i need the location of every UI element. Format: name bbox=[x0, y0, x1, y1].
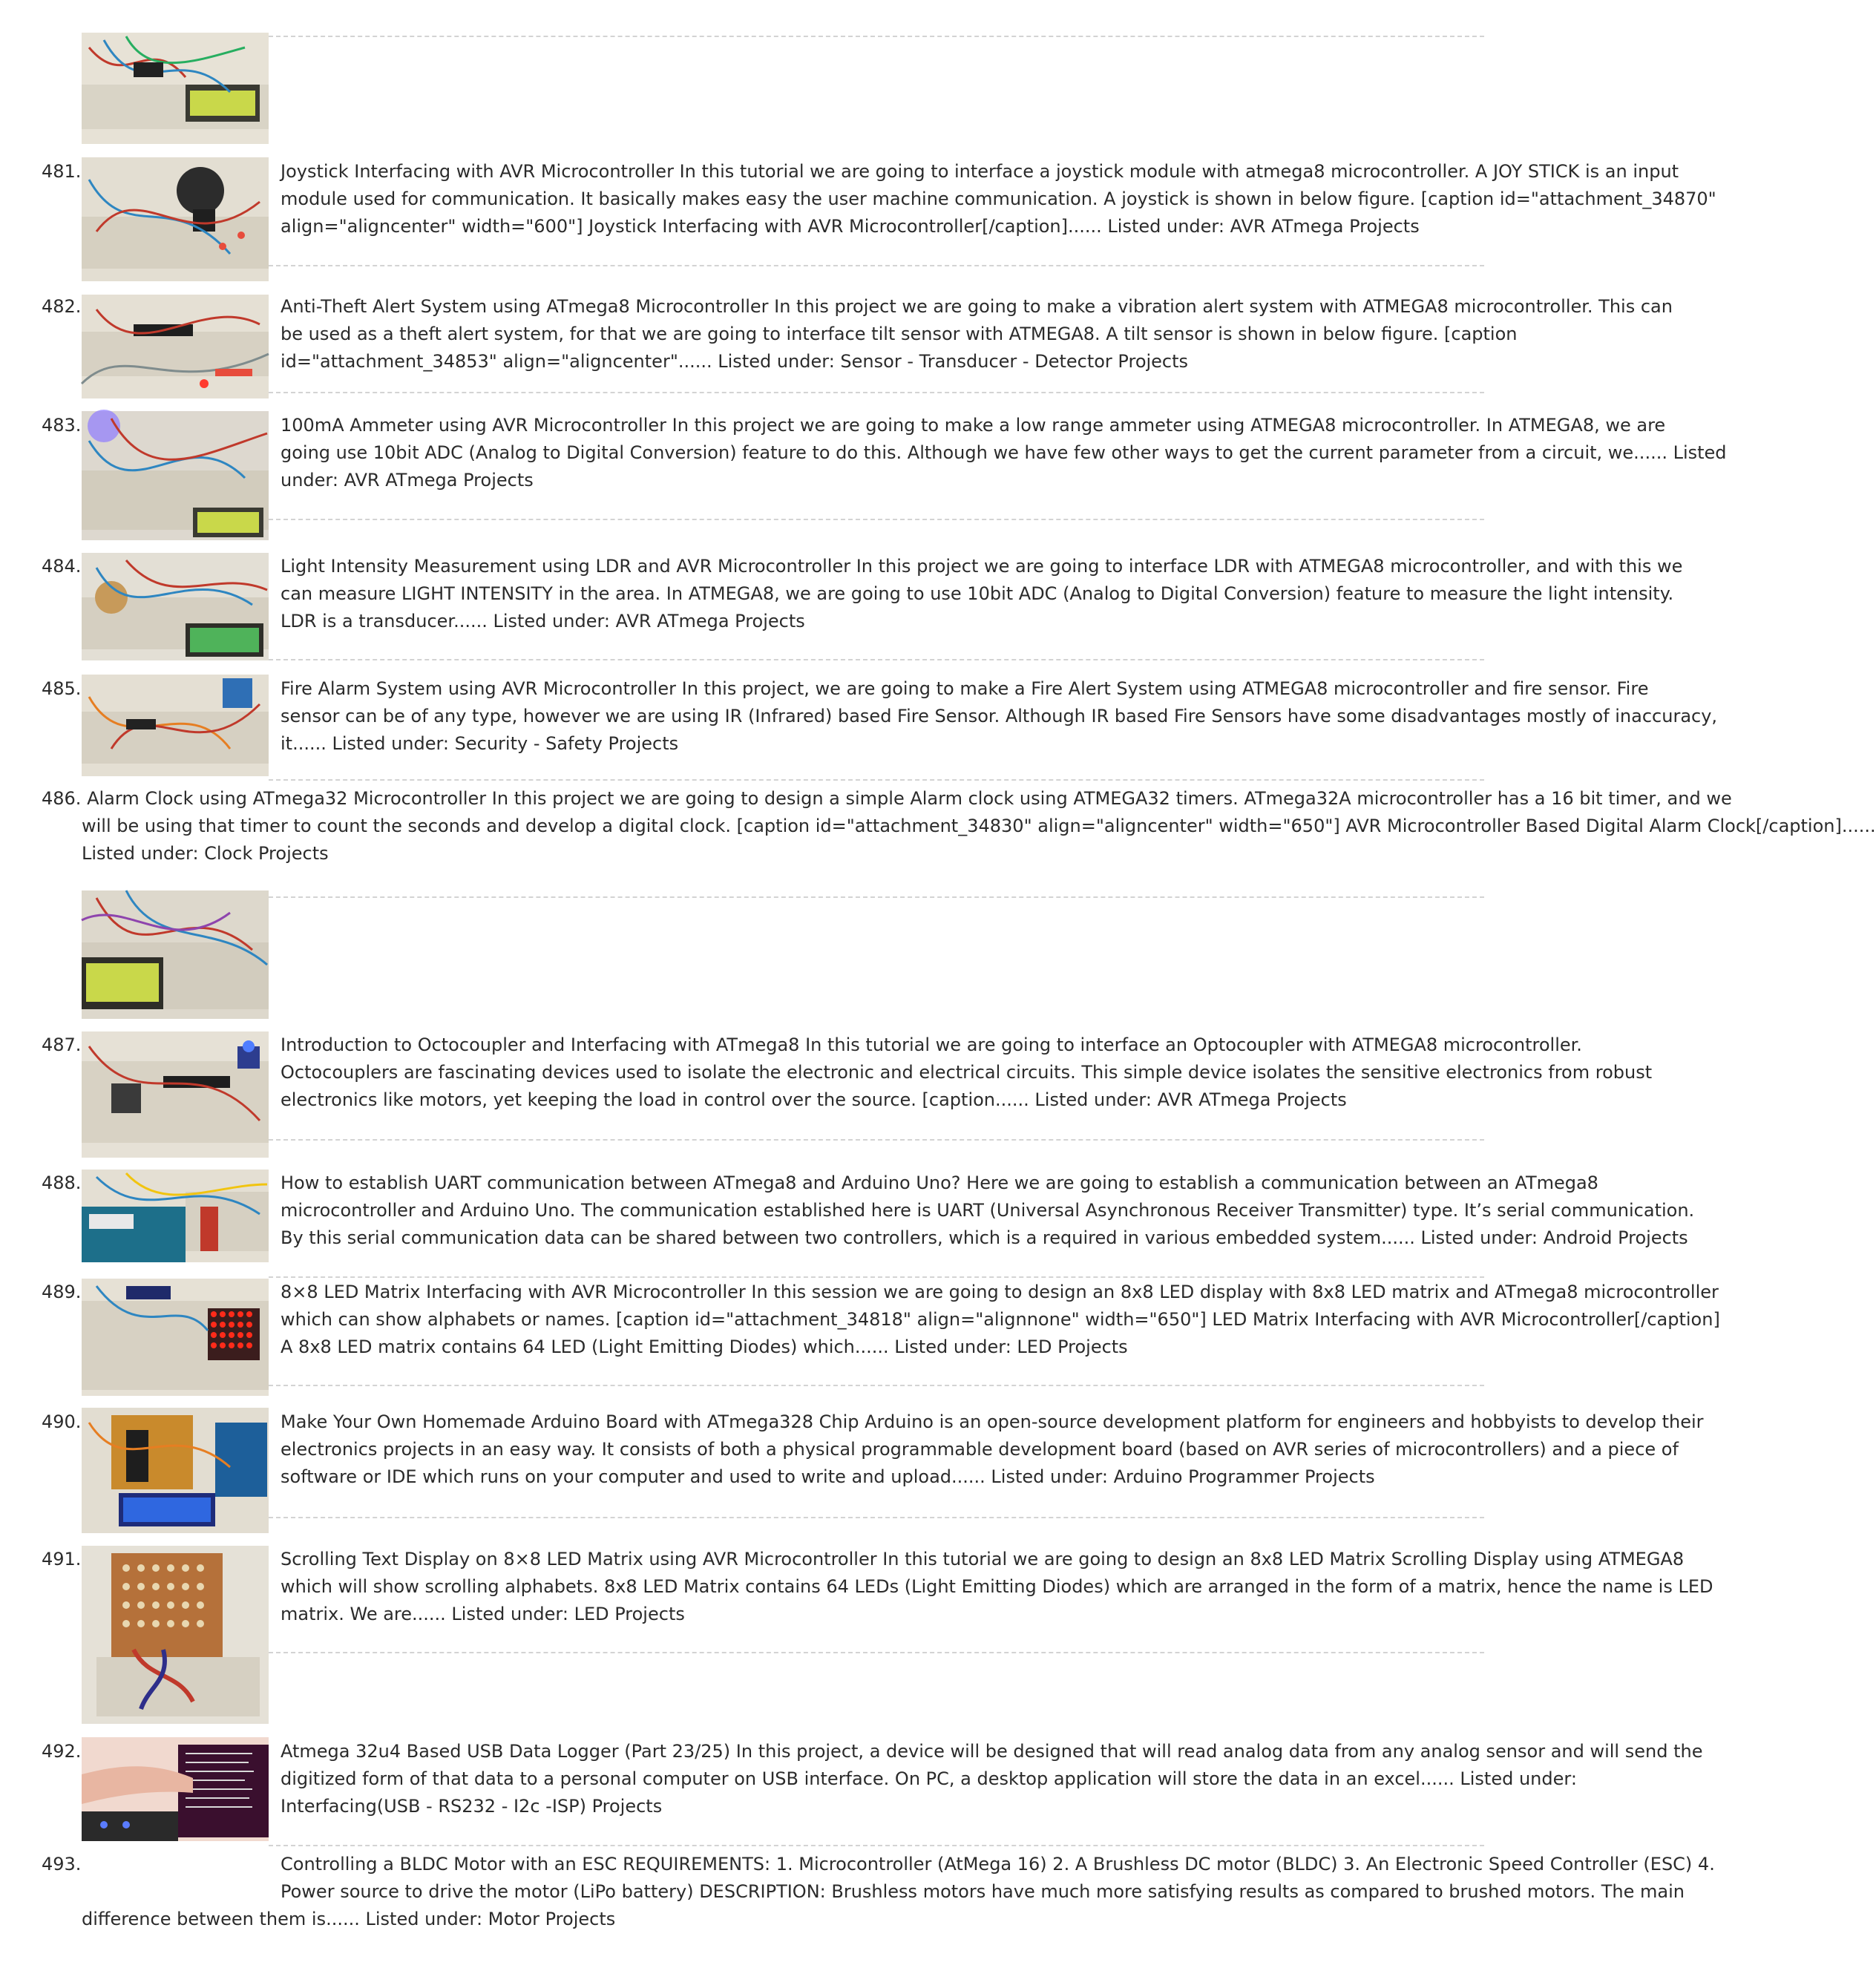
description-line: be used as a theft alert system, for that we are going to interface tilt sensor with ATMEGA8. A tilt sensor is shown in below figure. [caption bbox=[281, 324, 1518, 344]
description-line: Introduction to Octocoupler and Interfacing with ATmega8 In this tutorial we are going to interface an Optocoupler with ATMEGA8 microcontroller. bbox=[281, 1034, 1582, 1055]
project-description bbox=[42, 785, 1876, 867]
description-line: software or IDE which runs on your computer and used to write and upload...... Listed under: Arduino Programmer Projects bbox=[281, 1466, 1375, 1487]
description-line: which will show scrolling alphabets. 8x8 LED Matrix contains 64 LEDs (Light Emitting Diodes) which are arranged in the form of a matrix, hence the name is LED bbox=[281, 1576, 1713, 1597]
description-line: align="aligncenter" width="600"] Joystick Interfacing with AVR Microcontroller[/caption]...... Listed under: AVR ATmega Projects bbox=[281, 216, 1420, 237]
description-line: Anti-Theft Alert System using ATmega8 Microcontroller In this project we are going to make a vibration alert system with ATMEGA8 microcontroller. This can bbox=[281, 296, 1673, 317]
description-line: 100mA Ammeter using AVR Microcontroller In this project we are going to make a low range ammeter using ATMEGA8 microcontroller. In ATMEGA8, we are bbox=[281, 415, 1666, 436]
description-line: A 8x8 LED matrix contains 64 LED (Light Emitting Diodes) which...... Listed under: LED Projects bbox=[281, 1336, 1128, 1357]
description-line: difference between them is...... Listed under: Motor Projects bbox=[82, 1909, 616, 1929]
item-number: 488. bbox=[42, 1172, 82, 1193]
item-number: 491. bbox=[42, 1549, 82, 1570]
description-line: By this serial communication data can be shared between two controllers, which is a required in various embedded system...... Listed under: Android Projects bbox=[281, 1227, 1688, 1248]
description-line: matrix. We are...... Listed under: LED Projects bbox=[281, 1604, 685, 1624]
description-line: Atmega 32u4 Based USB Data Logger (Part 23/25) In this project, a device will be designed that will read analog data from any analog sensor and will send the bbox=[281, 1741, 1703, 1762]
description-line: Power source to drive the motor (LiPo battery) DESCRIPTION: Brushless motors have much more satisfying results as compared to brushed motors. The main bbox=[281, 1881, 1685, 1902]
description-line: id="attachment_34853" align="aligncenter"...... Listed under: Sensor - Transducer - Detector Projects bbox=[281, 351, 1189, 372]
description-line: Light Intensity Measurement using LDR and AVR Microcontroller In this project we are going to interface LDR with ATMEGA8 microcontroller, and with this we bbox=[281, 556, 1683, 577]
description-line: digitized form of that data to a personal computer on USB interface. On PC, a desktop application will store the data in an excel...... Listed under: bbox=[281, 1768, 1577, 1789]
scrolling-led-matrix-photo[interactable] bbox=[82, 1546, 269, 1724]
item-number: 490. bbox=[42, 1411, 82, 1432]
description-line: Make Your Own Homemade Arduino Board with ATmega328 Chip Arduino is an open-source development platform for engineers and hobbyists to develop their bbox=[281, 1411, 1704, 1432]
description-line: under: AVR ATmega Projects bbox=[281, 470, 534, 491]
description-line: can measure LIGHT INTENSITY in the area. In ATMEGA8, we are going to use 10bit ADC (Analog to Digital Conversion) feature to measure the light intensity. bbox=[281, 583, 1674, 604]
description-line: module used for communication. It basically makes easy the user machine communication. A joystick is shown in below figure. [caption id="attachment_34870" bbox=[281, 188, 1716, 209]
project-description bbox=[281, 1170, 1695, 1252]
project-description bbox=[281, 158, 1716, 240]
project-description bbox=[281, 1031, 1653, 1114]
item-number: 484. bbox=[42, 556, 82, 577]
description-line: will be using that timer to count the seconds and develop a digital clock. [caption id="attachment_34830" align="aligncenter" width="650"] AVR Microcontroller Based Digital Alarm Clock[/caption]...... bbox=[82, 816, 1876, 836]
description-line: electronics projects in an easy way. It consists of both a physical programmable development board (based on AVR series of microcontrollers) and a piece of bbox=[281, 1439, 1679, 1460]
project-description bbox=[281, 1408, 1704, 1491]
led-matrix-photo[interactable] bbox=[82, 1279, 269, 1396]
project-description bbox=[281, 1546, 1713, 1628]
description-line: Fire Alarm System using AVR Microcontroller In this project, we are going to make a Fire Alert System using ATMEGA8 microcontroller and fire sensor. Fire bbox=[281, 678, 1649, 699]
item-number: 481. bbox=[42, 161, 82, 182]
description-line: LDR is a transducer...... Listed under: AVR ATmega Projects bbox=[281, 611, 805, 632]
tilt-sensor-circuit-photo[interactable] bbox=[82, 295, 269, 398]
description-line: electronics like motors, yet keeping the load in control over the source. [caption...... Listed under: AVR ATmega Projects bbox=[281, 1089, 1347, 1110]
description-line: Alarm Clock using ATmega32 Microcontroller In this project we are going to design a simple Alarm clock using ATMEGA32 timers. ATmega32A microcontroller has a 16 bit timer, and we bbox=[87, 788, 1732, 809]
item-number: 483. bbox=[42, 415, 82, 436]
description-line: Controlling a BLDC Motor with an ESC REQUIREMENTS: 1. Microcontroller (AtMega 16) 2. A Brushless DC motor (BLDC) 3. An Electronic Speed Controller (ESC) 4. bbox=[281, 1854, 1715, 1874]
project-description bbox=[281, 1738, 1703, 1820]
homemade-arduino-photo[interactable] bbox=[82, 1408, 269, 1533]
project-description bbox=[281, 412, 1727, 494]
item-number: 492. bbox=[42, 1741, 82, 1762]
item-number: 487. bbox=[42, 1034, 82, 1055]
description-line: Listed under: Clock Projects bbox=[82, 843, 329, 864]
project-description bbox=[281, 553, 1683, 635]
uart-arduino-photo[interactable] bbox=[82, 1170, 269, 1262]
project-description bbox=[281, 1279, 1720, 1361]
description-line: it...... Listed under: Security - Safety Projects bbox=[281, 733, 679, 754]
item-number: 489. bbox=[42, 1282, 82, 1302]
description-line: How to establish UART communication between ATmega8 and Arduino Uno? Here we are going to establish a communication between an ATmega8 bbox=[281, 1172, 1598, 1193]
item-number: 485. bbox=[42, 678, 82, 699]
description-line: 8×8 LED Matrix Interfacing with AVR Microcontroller In this session we are going to design an 8x8 LED display with 8x8 LED matrix and ATmega8 microcontroller bbox=[281, 1282, 1719, 1302]
description-line: Interfacing(USB - RS232 - I2c -ISP) Projects bbox=[281, 1796, 663, 1817]
breadboard-lcd-photo[interactable] bbox=[82, 33, 269, 144]
description-line: Joystick Interfacing with AVR Microcontroller In this tutorial we are going to interface a joystick module with atmega8 microcontroller. A JOY STICK is an input bbox=[281, 161, 1679, 182]
description-line: which can show alphabets or names. [caption id="attachment_34818" align="alignnone" width="650"] LED Matrix Interfacing with AVR Microcontroller[/caption] bbox=[281, 1309, 1720, 1330]
alarm-clock-circuit-photo[interactable] bbox=[82, 890, 269, 1019]
fire-sensor-circuit-photo[interactable] bbox=[82, 675, 269, 776]
ammeter-circuit-photo[interactable] bbox=[82, 411, 269, 540]
optocoupler-circuit-photo[interactable] bbox=[82, 1031, 269, 1158]
joystick-circuit-photo[interactable] bbox=[82, 157, 269, 281]
description-line: Scrolling Text Display on 8×8 LED Matrix using AVR Microcontroller In this tutorial we are going to design an 8x8 LED Matrix Scrolling Display using ATMEGA8 bbox=[281, 1549, 1685, 1570]
description-line: sensor can be of any type, however we are using IR (Infrared) based Fire Sensor. Although IR based Fire Sensors have some disadvantages mostly of inaccuracy, bbox=[281, 706, 1718, 726]
project-description bbox=[281, 1851, 1715, 1906]
description-line: microcontroller and Arduino Uno. The communication established here is UART (Universal Asynchronous Receiver Transmitter) type. It’s serial communication. bbox=[281, 1200, 1695, 1221]
project-description bbox=[281, 293, 1673, 375]
item-number: 493. bbox=[42, 1854, 82, 1874]
description-line: going use 10bit ADC (Analog to Digital Conversion) feature to do this. Although we have few other ways to get the current parameter from a circuit, we...... Listed bbox=[281, 442, 1727, 463]
ldr-circuit-photo[interactable] bbox=[82, 553, 269, 660]
project-description bbox=[281, 675, 1718, 758]
usb-data-logger-photo[interactable] bbox=[82, 1737, 269, 1841]
description-line: Octocouplers are fascinating devices used to isolate the electronic and electrical circuits. This simple device isolates the sensitive electronics from robust bbox=[281, 1062, 1653, 1083]
item-number: 482. bbox=[42, 296, 82, 317]
item-number: 486. bbox=[42, 788, 82, 809]
